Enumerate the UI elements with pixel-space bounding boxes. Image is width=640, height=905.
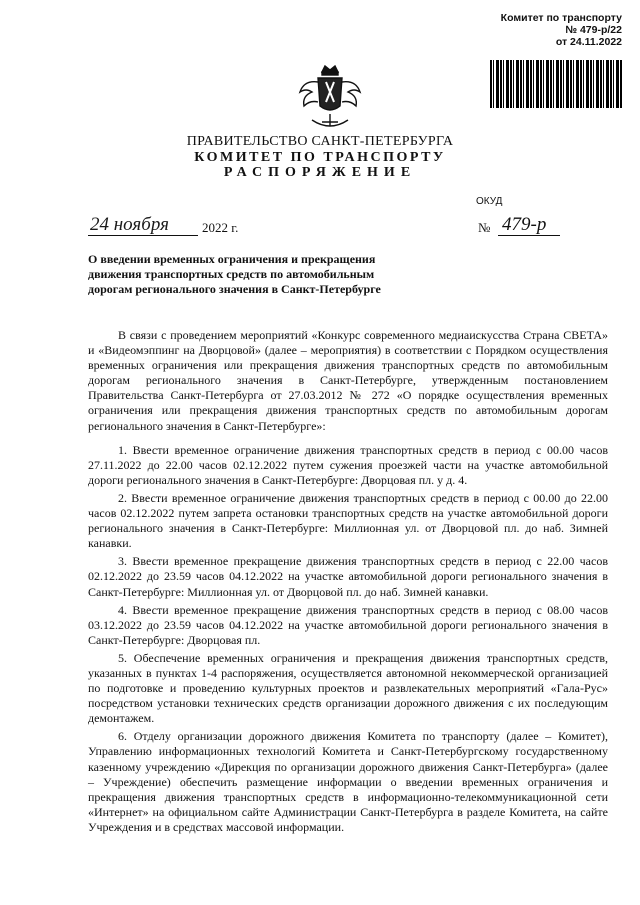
- item-2: 2. Ввести временное ограничение движения транспортных средств в период с 00.00 до 22.00 часов 02.12.2022 путем запрета остановки транспортных средств на участке автомобильной дороги регионального значения в Санкт-Петербурге: Миллионная ул. от Дворцовой пл. до наб. Зимней канавки.: [88, 490, 608, 551]
- document-number: [478, 212, 568, 238]
- stamp-line-2: № 479-р/22: [565, 24, 622, 36]
- number-underline: [498, 235, 560, 236]
- document-date: [88, 212, 288, 238]
- intro-paragraph: В связи с проведением мероприятий «Конкурс современного медиаискусства Страна СВЕТА» и «Видеомэппинг на Дворцовой» (далее – мероприятия) в соответствии с Порядком осуществления временных ограничения или прекращения движения транспортных средств по автомобильным дорогам регионального значения в Санкт-Петербурге, утвержденным постановлением Правительства Санкт-Петербурга от 27.03.2012 № 272 «О порядке осуществления временных ограничения или прекращения движения транспортных средств по автомобильным дорогам регионального значения в Санкт-Петербурге»:: [88, 328, 608, 433]
- stamp-line-3: от 24.11.2022: [555, 36, 622, 48]
- date-handwritten: 24 ноября: [90, 214, 169, 235]
- committee-title: КОМИТЕТ ПО ТРАНСПОРТУ: [194, 150, 446, 165]
- date-year: 2022 г.: [202, 220, 239, 235]
- item-1: 1. Ввести временное ограничение движения транспортных средств в период с 00.00 часов 27.11.2022 до 22.00 часов 02.12.2022 путем сужения проезжей части на участке автомобильной дороги регионального значения в Санкт-Петербурге: Дворцовая пл. у д. 4.: [88, 442, 608, 487]
- date-underline: [88, 235, 198, 236]
- registration-stamp: [462, 12, 622, 48]
- document-subject: О введении временных ограничения и прекращения движения транспортных средств по автомобильным дорогам регионального значения в Санкт-Петербурге: [88, 252, 381, 296]
- document-type: РАСПОРЯЖЕНИЕ: [223, 165, 417, 180]
- document-body: [88, 328, 608, 838]
- barcode: [490, 60, 622, 108]
- item-6: 6. Отделу организации дорожного движения Комитета по транспорту (далее – Комитет), Управлению информационных технологий Комитета и Санкт-Петербургскому государственному казенному учреждению «Дирекция по организации дорожного движения Санкт-Петербурга» (далее – Учреждение) обеспечить размещение информации о введении временных ограничения и прекращения движения транспортных средств в информационно-телекоммуникационной сети «Интернет» на официальном сайте Администрации Санкт-Петербурга в разделе Комитета, на сайте Учреждения и в средствах массовой информации.: [88, 729, 608, 834]
- government-title: ПРАВИТЕЛЬСТВО САНКТ-ПЕТЕРБУРГА: [186, 134, 454, 149]
- number-sign: №: [478, 220, 491, 235]
- okud-label: ОКУД: [476, 196, 503, 207]
- item-5: 5. Обеспечение временных ограничения и прекращения движения транспортных средств, указанных в пунктах 1-4 распоряжения, осуществляется автономной некоммерческой организацией по подготовке и проведению культурных проектов и развлекательных мероприятий «Гала-Рус» посредством установки технических средств организации дорожного движения с их последующим демонтажем.: [88, 650, 608, 726]
- number-handwritten: 479-р: [502, 214, 547, 235]
- stamp-line-1: Комитет по транспорту: [500, 12, 622, 24]
- coat-of-arms-emblem: [292, 62, 368, 134]
- item-3: 3. Ввести временное прекращение движения транспортных средств в период с 22.00 часов 02.12.2022 до 23.59 часов 04.12.2022 на участке автомобильной дороги регионального значения в Санкт-Петербурге: Миллионная ул. от Дворцовой пл. до наб. Зимней канавки.: [88, 554, 608, 599]
- item-4: 4. Ввести временное прекращение движения транспортных средств в период с 08.00 часов 03.12.2022 до 23.59 часов 04.12.2022 на участке автомобильной дороги регионального значения в Санкт-Петербурге: Дворцовая пл.: [88, 602, 608, 647]
